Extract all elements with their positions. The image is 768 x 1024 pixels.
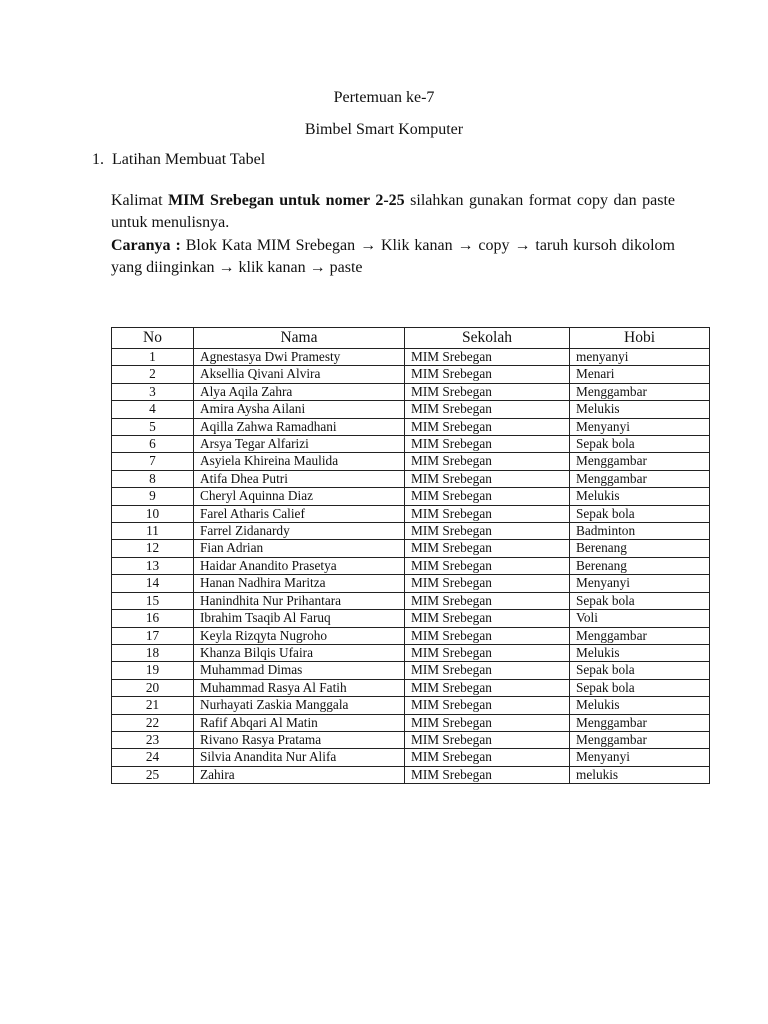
cell-nama: Muhammad Dimas <box>194 662 405 679</box>
table-header-row <box>112 328 710 349</box>
cell-no: 5 <box>112 418 194 435</box>
cell-no: 11 <box>112 523 194 540</box>
cell-nama: Farel Atharis Calief <box>194 505 405 522</box>
section-title: Latihan Membuat Tabel <box>112 151 266 168</box>
cell-sekolah: MIM Srebegan <box>405 697 570 714</box>
cell-hobi: melukis <box>570 766 710 783</box>
table-row <box>112 557 710 574</box>
cell-nama: Fian Adrian <box>194 540 405 557</box>
cell-hobi: Melukis <box>570 644 710 661</box>
steps-text: Blok Kata MIM Srebegan → Klik kanan → copy → taruh kursoh dikolom yang diinginkan → klik kanan → paste <box>111 237 675 276</box>
instruction-text-1: Kalimat <box>111 192 169 209</box>
cell-no: 21 <box>112 697 194 714</box>
cell-hobi: Melukis <box>570 697 710 714</box>
cell-sekolah: MIM Srebegan <box>405 662 570 679</box>
cell-sekolah: MIM Srebegan <box>405 453 570 470</box>
instruction-text-2: silahkan gunakan format copy dan paste untuk menulisnya. <box>111 192 675 231</box>
cell-sekolah: MIM Srebegan <box>405 714 570 731</box>
cell-hobi: Sepak bola <box>570 662 710 679</box>
document-subtitle: Bimbel Smart Komputer <box>304 121 464 138</box>
cell-nama: Muhammad Rasya Al Fatih <box>194 679 405 696</box>
cell-no: 4 <box>112 401 194 418</box>
table-row <box>112 610 710 627</box>
cell-hobi: Menyanyi <box>570 575 710 592</box>
cell-sekolah: MIM Srebegan <box>405 679 570 696</box>
cell-no: 22 <box>112 714 194 731</box>
cell-nama: Silvia Anandita Nur Alifa <box>194 749 405 766</box>
cell-sekolah: MIM Srebegan <box>405 644 570 661</box>
cell-no: 23 <box>112 731 194 748</box>
cell-hobi: Sepak bola <box>570 679 710 696</box>
cell-sekolah: MIM Srebegan <box>405 383 570 400</box>
cell-no: 13 <box>112 557 194 574</box>
cell-sekolah: MIM Srebegan <box>405 766 570 783</box>
table-row <box>112 418 710 435</box>
table-row <box>112 575 710 592</box>
cell-nama: Asyiela Khireina Maulida <box>194 453 405 470</box>
table-row <box>112 383 710 400</box>
cell-nama: Arsya Tegar Alfarizi <box>194 436 405 453</box>
cell-nama: Rivano Rasya Pratama <box>194 731 405 748</box>
cell-no: 1 <box>112 349 194 366</box>
cell-no: 3 <box>112 383 194 400</box>
table-row <box>112 627 710 644</box>
cell-sekolah: MIM Srebegan <box>405 627 570 644</box>
cell-hobi: Menggambar <box>570 714 710 731</box>
cell-sekolah: MIM Srebegan <box>405 349 570 366</box>
cell-nama: Hanan Nadhira Maritza <box>194 575 405 592</box>
table-row <box>112 644 710 661</box>
cell-no: 17 <box>112 627 194 644</box>
cell-nama: Keyla Rizqyta Nugroho <box>194 627 405 644</box>
cell-hobi: Menggambar <box>570 470 710 487</box>
cell-nama: Alya Aqila Zahra <box>194 383 405 400</box>
cell-hobi: Berenang <box>570 540 710 557</box>
student-table <box>111 327 710 784</box>
cell-sekolah: MIM Srebegan <box>405 749 570 766</box>
cell-nama: Ibrahim Tsaqib Al Faruq <box>194 610 405 627</box>
cell-no: 18 <box>112 644 194 661</box>
cell-nama: Agnestasya Dwi Pramesty <box>194 349 405 366</box>
cell-nama: Amira Aysha Ailani <box>194 401 405 418</box>
table-row <box>112 505 710 522</box>
steps-label: Caranya : <box>111 237 181 254</box>
cell-sekolah: MIM Srebegan <box>405 557 570 574</box>
table-row <box>112 470 710 487</box>
cell-nama: Khanza Bilqis Ufaira <box>194 644 405 661</box>
cell-sekolah: MIM Srebegan <box>405 592 570 609</box>
cell-nama: Haidar Anandito Prasetya <box>194 557 405 574</box>
table-row <box>112 366 710 383</box>
table-row <box>112 349 710 366</box>
cell-hobi: Menggambar <box>570 383 710 400</box>
table-row <box>112 401 710 418</box>
header-sekolah: Sekolah <box>405 328 570 349</box>
instruction-paragraph <box>111 190 675 233</box>
cell-sekolah: MIM Srebegan <box>405 731 570 748</box>
cell-hobi: Sepak bola <box>570 592 710 609</box>
cell-hobi: Voli <box>570 610 710 627</box>
cell-hobi: Menyanyi <box>570 418 710 435</box>
instruction-bold: MIM Srebegan untuk nomer 2-25 <box>168 192 405 209</box>
cell-hobi: Berenang <box>570 557 710 574</box>
table-row <box>112 697 710 714</box>
document-title: Pertemuan ke-7 <box>333 89 435 106</box>
cell-hobi: Menyanyi <box>570 749 710 766</box>
cell-no: 6 <box>112 436 194 453</box>
cell-nama: Atifa Dhea Putri <box>194 470 405 487</box>
cell-sekolah: MIM Srebegan <box>405 488 570 505</box>
section-number: 1. <box>92 151 104 168</box>
table-row <box>112 766 710 783</box>
cell-hobi: Sepak bola <box>570 436 710 453</box>
cell-nama: Aksellia Qivani Alvira <box>194 366 405 383</box>
cell-no: 9 <box>112 488 194 505</box>
table-row <box>112 540 710 557</box>
cell-hobi: menyanyi <box>570 349 710 366</box>
cell-nama: Rafif Abqari Al Matin <box>194 714 405 731</box>
cell-hobi: Melukis <box>570 401 710 418</box>
table-body <box>112 349 710 784</box>
cell-hobi: Menari <box>570 366 710 383</box>
cell-nama: Cheryl Aquinna Diaz <box>194 488 405 505</box>
cell-sekolah: MIM Srebegan <box>405 575 570 592</box>
cell-no: 24 <box>112 749 194 766</box>
cell-no: 14 <box>112 575 194 592</box>
section-heading <box>92 150 265 170</box>
cell-nama: Nurhayati Zaskia Manggala <box>194 697 405 714</box>
cell-nama: Zahira <box>194 766 405 783</box>
cell-no: 20 <box>112 679 194 696</box>
cell-sekolah: MIM Srebegan <box>405 401 570 418</box>
cell-hobi: Menggambar <box>570 453 710 470</box>
header-no: No <box>112 328 194 349</box>
table-row <box>112 592 710 609</box>
table-row <box>112 662 710 679</box>
table-row <box>112 488 710 505</box>
table-row <box>112 436 710 453</box>
header-nama: Nama <box>194 328 405 349</box>
cell-no: 19 <box>112 662 194 679</box>
cell-hobi: Menggambar <box>570 731 710 748</box>
cell-sekolah: MIM Srebegan <box>405 436 570 453</box>
cell-no: 25 <box>112 766 194 783</box>
cell-no: 8 <box>112 470 194 487</box>
cell-no: 15 <box>112 592 194 609</box>
header-hobi: Hobi <box>570 328 710 349</box>
cell-sekolah: MIM Srebegan <box>405 610 570 627</box>
cell-sekolah: MIM Srebegan <box>405 523 570 540</box>
cell-hobi: Sepak bola <box>570 505 710 522</box>
cell-sekolah: MIM Srebegan <box>405 366 570 383</box>
cell-no: 7 <box>112 453 194 470</box>
cell-no: 12 <box>112 540 194 557</box>
cell-nama: Aqilla Zahwa Ramadhani <box>194 418 405 435</box>
table-row <box>112 749 710 766</box>
cell-hobi: Badminton <box>570 523 710 540</box>
table-row <box>112 453 710 470</box>
table-row <box>112 679 710 696</box>
cell-nama: Hanindhita Nur Prihantara <box>194 592 405 609</box>
cell-nama: Farrel Zidanardy <box>194 523 405 540</box>
cell-sekolah: MIM Srebegan <box>405 505 570 522</box>
cell-sekolah: MIM Srebegan <box>405 470 570 487</box>
cell-no: 10 <box>112 505 194 522</box>
cell-hobi: Menggambar <box>570 627 710 644</box>
table-row <box>112 523 710 540</box>
table-row <box>112 714 710 731</box>
table-row <box>112 731 710 748</box>
cell-no: 2 <box>112 366 194 383</box>
cell-sekolah: MIM Srebegan <box>405 540 570 557</box>
cell-no: 16 <box>112 610 194 627</box>
cell-hobi: Melukis <box>570 488 710 505</box>
cell-sekolah: MIM Srebegan <box>405 418 570 435</box>
steps-paragraph <box>111 235 675 278</box>
